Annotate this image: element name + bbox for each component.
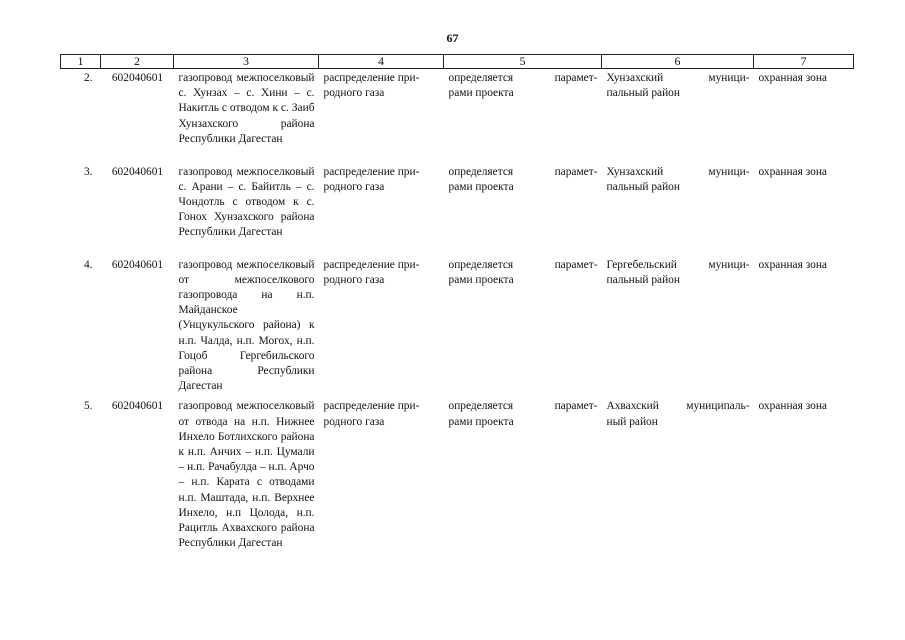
- row-code: 602040601: [111, 72, 164, 84]
- params-word-1: определяется: [448, 165, 514, 178]
- params-line-2: рами проекта: [448, 180, 514, 193]
- row-zone: охранная зона: [758, 400, 827, 413]
- row-purpose: [319, 69, 444, 163]
- row-code: 602040601: [111, 165, 164, 178]
- table-body: [61, 69, 854, 555]
- row-district: [602, 163, 754, 256]
- row-number: 3.: [83, 165, 93, 178]
- header-col-7: 7: [754, 55, 854, 69]
- district-word-1: Гергебельский: [606, 258, 677, 271]
- purpose-line-1: распределение при-: [323, 400, 420, 413]
- row-purpose: [319, 256, 444, 398]
- header-col-3: 3: [174, 55, 319, 69]
- row-number: 4.: [83, 258, 93, 271]
- params-word-2: парамет-: [554, 400, 598, 413]
- purpose-line-2: родного газа: [323, 180, 385, 193]
- row-object: газопровод межпоселковый с. Хунзах – с. Хини – с. Накитль с отводом к с. Заиб Хунзахского района Республики Дагестан: [178, 72, 315, 145]
- params-line-2: рами проекта: [448, 415, 514, 428]
- row-district: [602, 397, 754, 554]
- params-line-1: [449, 399, 598, 414]
- row-object: газопровод межпоселковый с. Арани – с. Байитль – с. Чондотль с отводом к с. Гонох Хунзахского района Республики Дагестан: [178, 165, 315, 239]
- table-row: [61, 163, 854, 256]
- district-word-1: Хунзахский: [606, 165, 664, 178]
- params-word-2: парамет-: [554, 165, 598, 178]
- purpose-line-1: распределение при-: [323, 72, 420, 84]
- row-code: 602040601: [111, 400, 164, 413]
- district-word-2: муници-: [708, 72, 750, 84]
- page-number: 67: [446, 31, 459, 45]
- row-purpose: [319, 397, 444, 554]
- row-parameters: [444, 163, 602, 256]
- params-line-2: рами проекта: [448, 273, 514, 286]
- params-word-2: парамет-: [554, 258, 598, 271]
- row-district: [602, 69, 754, 163]
- header-col-4: 4: [319, 55, 444, 69]
- params-word-1: определяется: [448, 258, 514, 271]
- row-parameters: [444, 256, 602, 398]
- district-line-2: пальный район: [606, 180, 680, 193]
- params-line-1: [449, 258, 598, 273]
- registry-table: [60, 54, 854, 554]
- row-number: 5.: [83, 400, 93, 413]
- district-word-1: Хунзахский: [606, 72, 664, 84]
- district-word-2: муници-: [708, 258, 750, 271]
- header-col-5: 5: [444, 55, 602, 69]
- district-word-2: муниципаль-: [686, 400, 750, 413]
- row-zone: охранная зона: [758, 72, 827, 84]
- row-zone: охранная зона: [758, 165, 827, 178]
- district-line-1: [607, 399, 750, 414]
- table-header: [61, 55, 854, 69]
- district-line-2: ный район: [606, 415, 658, 428]
- district-line-2: пальный район: [606, 273, 680, 286]
- row-object: газопровод межпоселковый от отвода на н.п. Нижнее Инхело Ботлихского района к н.п. Анчих – н.п. Цумали – н.п. Рачабулда – н.п. Арчо – н.п. Карата с отводами н.п. Маштада, н.п. Верхнее Инхело, н.п Цолода, н.п. Рацитль Ахвахского района Республики Дагестан: [178, 400, 315, 550]
- row-zone: охранная зона: [758, 258, 827, 271]
- district-word-1: Ахвахский: [606, 400, 659, 413]
- table-row: [61, 397, 854, 554]
- row-object: газопровод межпоселковый от межпоселкового газопровода на н.п. Майданское (Унцукульского района) к н.п. Чалда, н.п. Могох, н.п. Гоцоб Гергебильского района Республики Дагестан: [178, 258, 315, 393]
- district-line-1: [607, 71, 750, 86]
- header-col-1: 1: [61, 55, 101, 69]
- purpose-line-2: родного газа: [323, 415, 385, 428]
- row-parameters: [444, 69, 602, 163]
- params-line-1: [449, 165, 598, 180]
- row-district: [602, 256, 754, 398]
- params-line-2: рами проекта: [448, 87, 514, 100]
- row-number: 2.: [83, 72, 93, 84]
- district-line-1: [607, 165, 750, 180]
- header-col-6: 6: [602, 55, 754, 69]
- purpose-line-1: распределение при-: [323, 165, 420, 178]
- district-line-1: [607, 258, 750, 273]
- params-word-2: парамет-: [554, 72, 598, 84]
- params-word-1: определяется: [448, 72, 514, 84]
- row-code: 602040601: [111, 258, 164, 271]
- purpose-line-2: родного газа: [323, 87, 385, 100]
- header-col-2: 2: [101, 55, 174, 69]
- header-row: [61, 55, 854, 69]
- district-word-2: муници-: [708, 165, 750, 178]
- table-row: [61, 69, 854, 163]
- purpose-line-1: распределение при-: [323, 258, 420, 271]
- district-line-2: пальный район: [606, 87, 680, 100]
- table-row: [61, 256, 854, 398]
- row-purpose: [319, 163, 444, 256]
- row-parameters: [444, 397, 602, 554]
- params-line-1: [449, 71, 598, 86]
- purpose-line-2: родного газа: [323, 273, 385, 286]
- params-word-1: определяется: [448, 400, 514, 413]
